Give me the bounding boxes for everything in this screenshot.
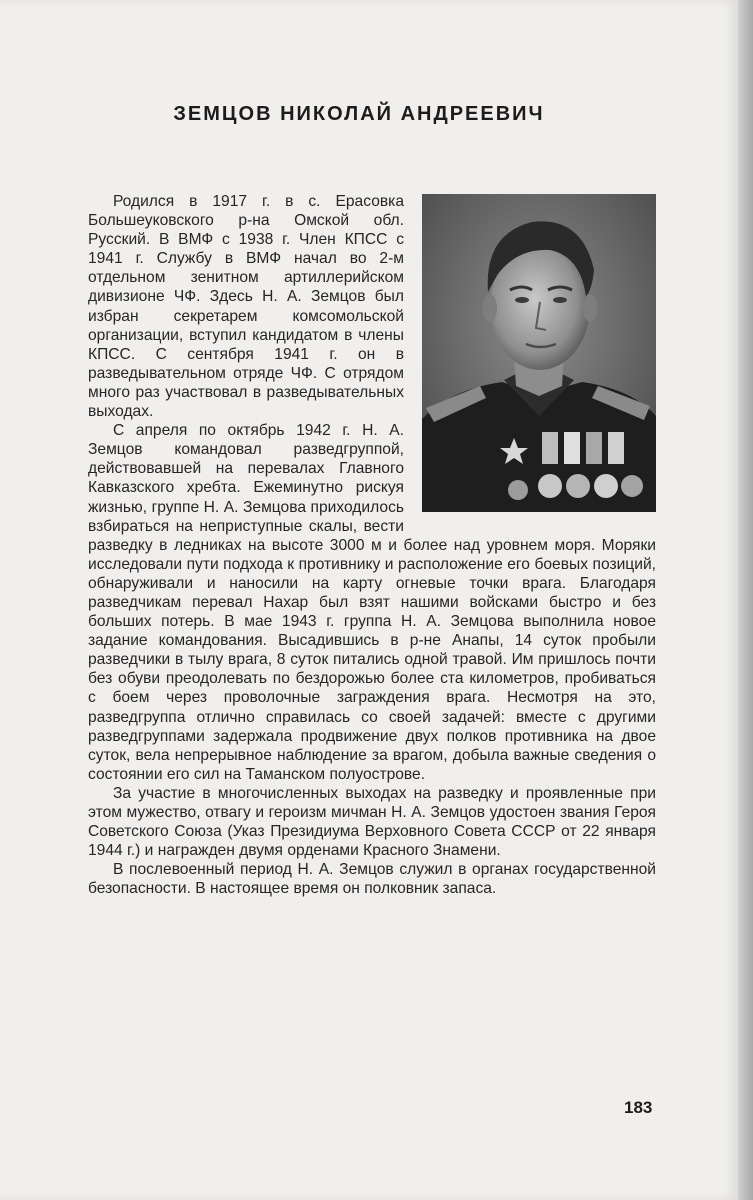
- page-title: ЗЕМЦОВ НИКОЛАЙ АНДРЕЕВИЧ: [173, 103, 545, 125]
- paragraph-caucasus: С апреля по октябрь 1942 г. Н. А. Земцов командовал разведгруппой, действовавшей на перевалах Главного Кавказского хребта. Ежеминутно рискуя жизнью, группе Н. А. Земцова приходилось взбираться на неприступные скалы, вести разведку в ледниках на высоте 3000 м и более над уровнем моря. Моряки исследовали пути подхода к противнику и расположение его боевых позиций, обнаруживали и наносили на карту огневые точки врага. Благодаря разведчикам перевал Нахар был взят нашими войсками быстро и без больших потерь. В мае 1943 г. группа Н. А. Земцова выполнила новое задание командования. Высадившись в р-не Анапы, 14 суток пробыли разведчики в тылу врага, 8 суток питались одной травой. Им пришлось почти без обуви преодолевать по бездорожью более ста километров, пробиваться с боем через проволочные заграждения врага. Несмотря на это, разведгруппа отлично справилась со своей задачей: вместе с другими разведгруппами задержала продвижение двух полков противника на двое суток, вела непрерывное наблюдение за врагом, добыла важные сведения о состоянии его сил на Таманском полуострове.: [88, 422, 656, 783]
- page-edge: [738, 0, 753, 1200]
- paragraph-postwar: В послевоенный период Н. А. Земцов служил в органах государственной безопасности. В настоящее время он полковник запаса.: [88, 861, 656, 898]
- paragraph-birth: Родился в 1917 г. в с. Ерасовка Большеуковского р-на Омской обл. Русский. В ВМФ с 1938 г. Член КПСС с 1941 г. Службу в ВМФ начал во 2-м отдельном зенитном артиллерийском дивизионе ЧФ. Здесь Н. А. Земцов был избран секретарем комсомольской организации, вступил кандидатом в члены КПСС. С сентября 1941 г. он в разведывательном отряде ЧФ. С отрядом много раз участвовал в разведывательных выходах.: [88, 193, 404, 421]
- paragraph-award: За участие в многочисленных выходах на разведку и проявленные при этом мужество, отвагу и героизм мичман Н. А. Земцов удостоен звания Героя Советского Союза (Указ Президиума Верховного Совета СССР от 22 января 1944 г.) и награжден двумя орденами Красного Знамени.: [88, 784, 656, 860]
- biography-text: [88, 192, 656, 898]
- portrait-photo: [422, 194, 656, 512]
- page-number: 183: [624, 1098, 653, 1117]
